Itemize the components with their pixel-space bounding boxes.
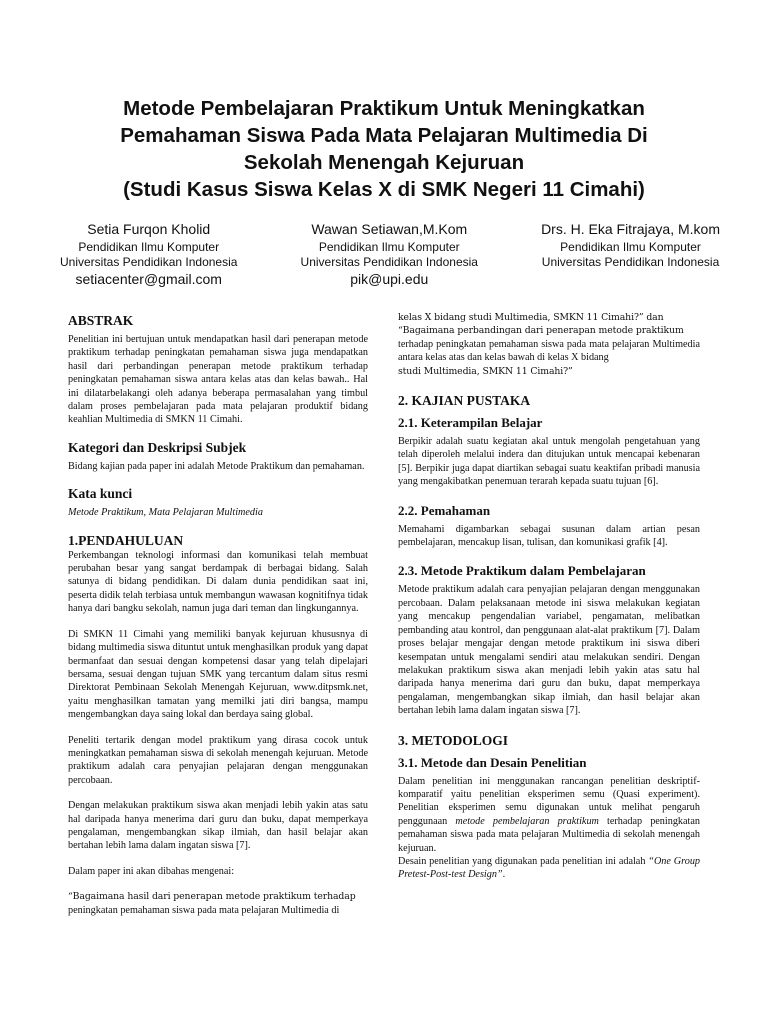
- section-2-2-text: Memahami digambarkan sebagai susunan dalam artian pesan pembelajaran, mencakup lisan, tulisan, dan komunikasi grafik [4].: [398, 523, 700, 549]
- left-column: [68, 312, 368, 917]
- kajian-heading: 2. KAJIAN PUSTAKA: [398, 393, 531, 409]
- metodologi-heading: 3. METODOLOGI: [398, 732, 509, 748]
- section-3-1-design: [398, 855, 700, 882]
- question-2-line-b: terhadap peningkatan pemahaman siswa pada mata pelajaran Multimedia antara kelas atas dan kelas bawah di kelas X bidang: [398, 338, 700, 364]
- paper-title: [40, 95, 728, 203]
- author-email: pik@upi.edu: [350, 271, 429, 287]
- author-univ: Universitas Pendidikan Indonesia: [60, 255, 238, 269]
- question-1-line-c: kelas X bidang studi Multimedia, SMKN 11 Cimahi?” dan: [398, 312, 664, 323]
- section-2-3-text: Metode praktikum adalah cara penyajian pelajaran dengan menggunakan percobaan. Dalam pelaksanaan metode ini siswa melakukan kegiatan yang mencakup pengendalian variabel, pengamatan, melibatkan pembanding atau kontrol, dan penggunaan alat-alat praktikum [7]. Dalam proses belajar mengajar dengan metode praktikum ini siswa diberi kesempatan untuk mengalami sendiri atau melakukan sendiri. Dengan melakukan praktikum siswa akan menjadi lebih yakin atas satu hal daripada hanya menerima dari guru dan buku, dapat memperkaya pengalaman, mengembangkan sikap ilmiah, dan hasil belajar akan bertahan lebih lama dalam ingatan siswa [7].: [398, 584, 700, 717]
- kategori-text: Bidang kajian pada paper ini adalah Metode Praktikum dan pemahaman.: [68, 460, 365, 472]
- author-univ: Universitas Pendidikan Indonesia: [541, 255, 720, 269]
- abstrak-text: Penelitian ini bertujuan untuk mendapatkan hasil dari penerapan metode praktikum terhadap peningkatan pemahaman siswa juga mendapatkan hasil dari perbandingan penerapan metode praktikum terhadap peningkatan pemahaman siswa antara kelas atas dan kelas bawah.. Hal ini dilatarbelakangi oleh adanya beberapa permasalahan yang timbul dalam proses pembelajaran pada mata pelajaran produktif bidang keahlian Multimedia di SMKN 11 Cimahi.: [68, 334, 368, 426]
- right-column: [398, 311, 700, 882]
- abstrak-heading: ABSTRAK: [68, 313, 134, 328]
- s31-design-a: Desain penelitian yang digunakan pada penelitian ini adalah: [398, 855, 649, 867]
- title-line-1: Metode Pembelajaran Praktikum Untuk Meningkatkan: [123, 97, 645, 120]
- pendahuluan-heading: 1.PENDAHULUAN: [68, 532, 184, 548]
- s31-design-italic-2: Group Pretest-Post-test Design”: [398, 855, 701, 881]
- question-1-line-b: peningkatan pemahaman siswa pada mata pelajaran Multimedia di: [68, 904, 340, 916]
- author-3: [541, 220, 720, 289]
- kategori-heading: Kategori dan Deskripsi Subjek: [68, 439, 247, 455]
- section-2-3-heading: 2.3. Metode Praktikum dalam Pembelajaran: [398, 563, 646, 579]
- author-univ: Universitas Pendidikan Indonesia: [300, 255, 478, 269]
- title-line-4: (Studi Kasus Siswa Kelas X di SMK Negeri 11 Cimahi): [123, 178, 645, 201]
- section-3-1-text: [398, 775, 700, 855]
- title-line-2: Pemahaman Siswa Pada Mata Pelajaran Multimedia Di: [120, 124, 648, 147]
- s31-text-italic: metode pembelajaran praktikum: [455, 815, 599, 827]
- pendahuluan-p4: Dengan melakukan praktikum siswa akan menjadi lebih yakin atas satu hal daripada hanya menerima dari guru dan buku, dapat memperkaya pengalaman, mengembangkan sikap ilmiah, dan hasil belajar akan bertahan lebih lama dalam ingatan siswa [7].: [68, 800, 368, 852]
- question-2-line-a: “Bagaimana perbandingan dari penerapan metode praktikum: [398, 325, 684, 337]
- author-name: Wawan Setiawan,M.Kom: [311, 221, 468, 237]
- author-block: [60, 220, 720, 289]
- section-2-1-text: Berpikir adalah suatu kegiatan akal untuk mengolah pengetahuan yang telah diperoleh melalui indera dan ditujukan untuk mencapai kebenaran [5]. Berpikir juga dapat diartikan sebagai suatu keaktifan pribadi manusia yang mengakibatkan penemuan terarah kepada suatu tujuan [6].: [398, 436, 700, 488]
- katakunci-heading: Kata kunci: [68, 486, 133, 502]
- pendahuluan-p3: Peneliti tertarik dengan model praktikum yang dirasa cocok untuk meningkatkan pemahaman siswa di sekolah menengah kejuruan. Metode praktikum adalah cara penyajian pelajaran dengan menggunakan percobaan.: [68, 734, 368, 786]
- title-line-3: Sekolah Menengah Kejuruan: [243, 151, 525, 174]
- pendahuluan-p5: Dalam paper ini akan dibahas mengenai:: [68, 865, 235, 877]
- s31-design-italic-1: “One: [648, 855, 671, 867]
- pendahuluan-p2: Di SMKN 11 Cimahi yang memiliki banyak kejuruan khususnya di bidang multimedia siswa dituntut untuk menghasilkan produk yang dapat bermanfaat dan sesuai dengan kompetensi dasar yang telah dipelajari bersama, sesuai dengan tujuan SMK yang tercantum dalam situs resmi Direktorat Pembinaan Sekolah Menengah Kejuruan, www.ditpsmk.net, yaitu menghasilkan tamatan yang memilki jati diri bangsa, mampu mengembangkan daya saing lokal dan berdaya saing global.: [68, 628, 368, 721]
- pendahuluan-p1: Perkembangan teknologi informasi dan komunikasi telah membuat perubahan besar yang sangat berdampak di berbagai bidang. Salah satunya di bidang pendidikan. Di dalam dunia pendidikan saat ini, peserta didik telah terbiasa untuk membangun wawasan kognitifnya tidak hanya dari bangku sekolah, namun juga dari teman dan lingkungannya.: [68, 549, 368, 615]
- author-name: Setia Furqon Kholid: [87, 221, 211, 237]
- author-dept: Pendidikan Ilmu Komputer: [560, 240, 701, 254]
- author-email: setiacenter@gmail.com: [75, 271, 222, 287]
- question-1-line-a: “Bagaimana hasil dari penerapan metode praktikum terhadap: [68, 891, 356, 903]
- author-name: Drs. H. Eka Fitrajaya, M.kom: [541, 221, 720, 237]
- section-2-1-heading: 2.1. Keterampilan Belajar: [398, 415, 543, 431]
- author-2: [301, 220, 478, 289]
- s31-design-b: .: [502, 869, 506, 881]
- s31-text-b: terhadap peningkatan pemahaman siswa pada mata pelajaran Multimedia di sekolah menengah kejuruan.: [398, 815, 700, 854]
- s31-text-a: Dalam penelitian ini menggunakan rancangan penelitian deskriptif-komparatif yaitu penelitian eksperimen semu (Quasi experiment). Penelitian eksperimen semu digunakan untuk melihat pengaruh penggunaan: [398, 775, 700, 827]
- question-2-line-c: studi Multimedia, SMKN 11 Cimahi?”: [398, 365, 573, 377]
- section-2-2-heading: 2.2. Pemahaman: [398, 502, 491, 518]
- section-3-1-heading: 3.1. Metode dan Desain Penelitian: [398, 754, 587, 770]
- author-dept: Pendidikan Ilmu Komputer: [78, 240, 220, 254]
- author-dept: Pendidikan Ilmu Komputer: [318, 240, 460, 254]
- katakunci-text: Metode Praktikum, Mata Pelajaran Multimedia: [68, 507, 263, 519]
- author-1: [60, 220, 237, 289]
